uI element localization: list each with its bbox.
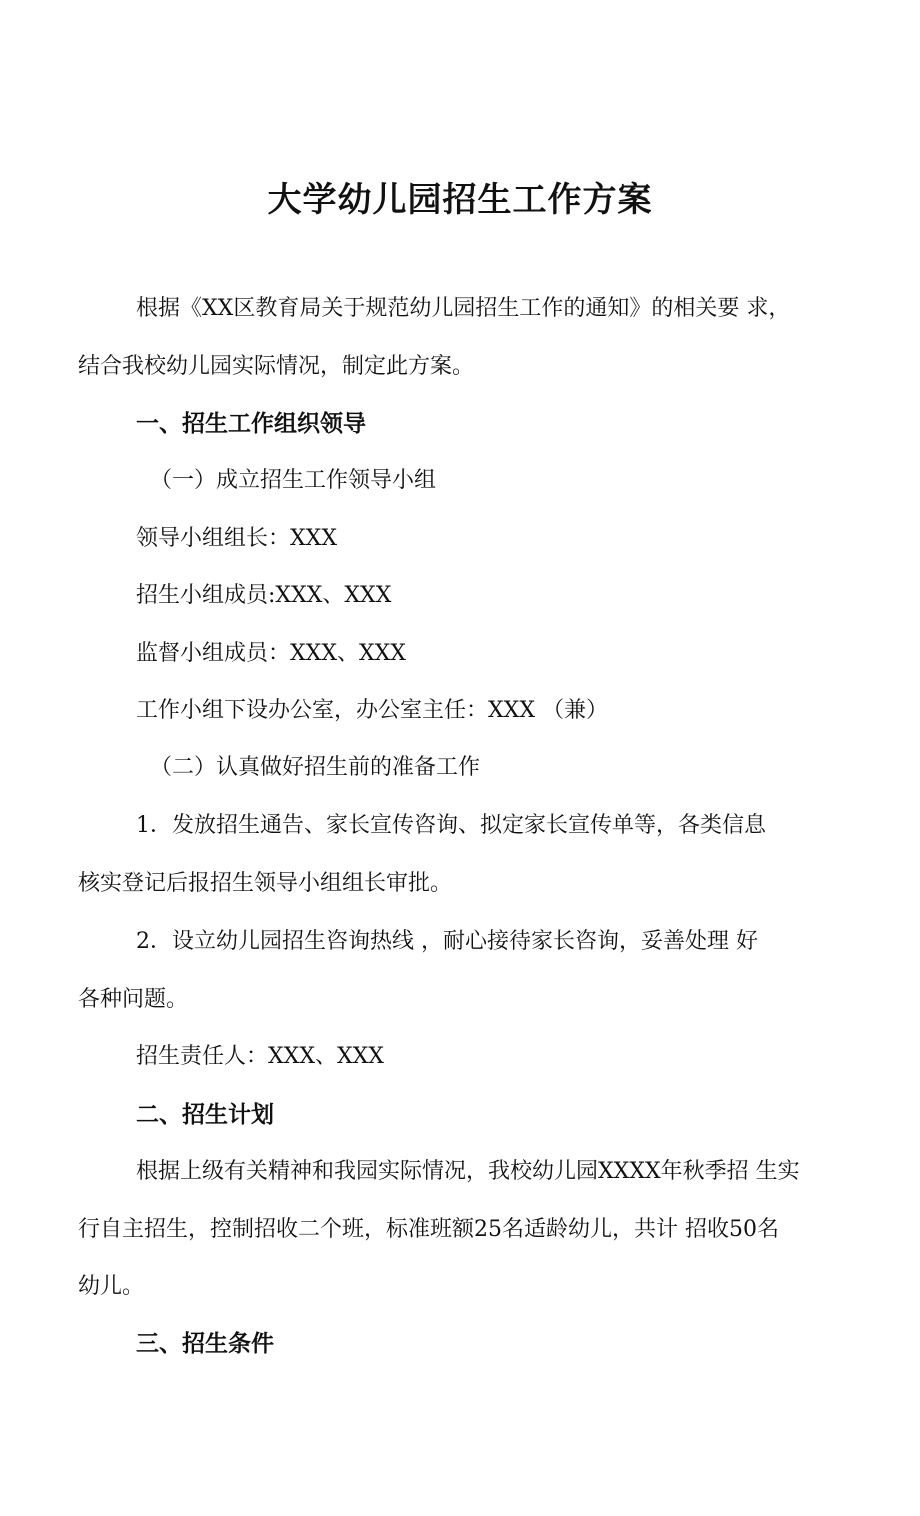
section-1-sub-2: （二）认真做好招生前的准备工作 <box>150 755 481 780</box>
item-2-line-2: 各种问题。 <box>78 987 189 1012</box>
section-3-heading: 三、招生条件 <box>136 1331 274 1357</box>
leader-line: 领导小组组长：XXX <box>136 526 337 551</box>
office-line: 工作小组下设办公室，办公室主任：XXX （兼） <box>136 698 608 723</box>
members-line: 招生小组成员:XXX、XXX <box>136 583 392 608</box>
plan-line-2: 行自主招生，控制招收二个班，标准班额25名适龄幼儿，共计 招收50名 <box>78 1217 779 1242</box>
section-1-sub-1: （一）成立招生工作领导小组 <box>150 468 437 493</box>
section-2-heading: 二、招生计划 <box>136 1102 274 1128</box>
item-1-line-2: 核实登记后报招生领导小组组长审批。 <box>78 871 453 896</box>
section-1-heading: 一、招生工作组织领导 <box>136 411 366 437</box>
plan-line-1: 根据上级有关精神和我园实际情况，我校幼儿园XXXX年秋季招 生实 <box>136 1159 800 1184</box>
responsible-line: 招生责任人：XXX、XXX <box>136 1044 384 1069</box>
intro-line-2: 结合我校幼儿园实际情况，制定此方案。 <box>78 354 475 379</box>
item-2-line-1: 2．设立幼儿园招生咨询热线 ，耐心接待家长咨询，妥善处理 好 <box>136 929 758 954</box>
plan-line-3: 幼儿。 <box>78 1274 145 1299</box>
item-1-line-1: 1．发放招生通告、家长宣传咨询、拟定家长宣传单等，各类信息 <box>136 813 766 838</box>
supervisors-line: 监督小组成员：XXX、XXX <box>136 641 406 666</box>
intro-line-1: 根据《XX区教育局关于规范幼儿园招生工作的通知》的相关要 求， <box>136 296 791 321</box>
document-title: 大学幼儿园招生工作方案 <box>267 180 653 220</box>
